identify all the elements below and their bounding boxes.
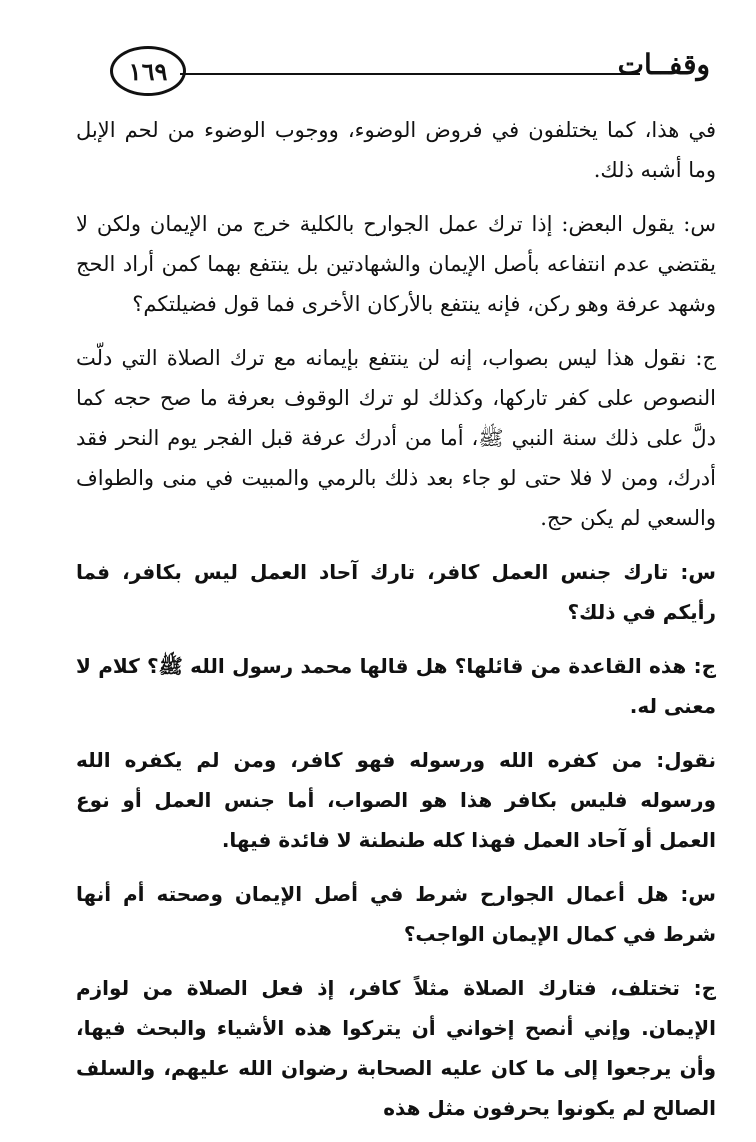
paragraph: نقول: من كفره الله ورسوله فهو كافر، ومن لم يكفره الله ورسوله فليس بكافر هذا هو الصواب، أما جنس العمل أو نوع العمل أو آحاد العمل فهذا كله طنطنة لا فائدة فيها. xyxy=(76,748,716,852)
header-rule xyxy=(180,73,640,75)
question-paragraph: س: يقول البعض: إذا ترك عمل الجوارح بالكلية خرج من الإيمان ولكن لا يقتضي عدم انتفاعه بأصل الإيمان والشهادتين بل ينتفع بهما كمن أراد الحج وشهد عرفة وهو ركن، فإنه ينتفع بالأركان الأخرى فما قول فضيلتكم؟ xyxy=(76,212,716,316)
page-number: ١٦٩ xyxy=(110,46,186,96)
page-header xyxy=(100,40,720,100)
answer-paragraph: ج: تختلف، فتارك الصلاة مثلاً كافر، إذ فعل الصلاة من لوازم الإيمان. وإني أنصح إخواني أن يتركوا هذه الأشياء والبحث فيها، وأن يرجعوا إلى ما كان عليه الصحابة رضوان الله عليهم، والسلف الصالح لم يكونوا يحرفون مثل هذه xyxy=(76,976,716,1120)
answer-paragraph: ج: نقول هذا ليس بصواب، إنه لن ينتفع بإيمانه مع ترك الصلاة التي دلّت النصوص على كفر تاركها، وكذلك لو ترك الوقوف بعرفة ما صح حجه كما دلَّ على ذلك سنة النبي ﷺ، أما من أدرك عرفة قبل الفجر يوم النحر فقد أدرك، ومن لا فلا حتى لو جاء بعد ذلك بالرمي والمبيت في منى والطواف والسعي لم يكن حج. xyxy=(76,346,716,530)
paragraph: في هذا، كما يختلفون في فروض الوضوء، ووجوب الوضوء من لحم الإبل وما أشبه ذلك. xyxy=(76,118,716,182)
page-body xyxy=(76,110,716,1142)
question-paragraph: س: تارك جنس العمل كافر، تارك آحاد العمل ليس بكافر، فما رأيكم في ذلك؟ xyxy=(76,560,716,624)
question-paragraph: س: هل أعمال الجوارح شرط في أصل الإيمان وصحته أم أنها شرط في كمال الإيمان الواجب؟ xyxy=(76,882,716,946)
running-title: وقفــات xyxy=(617,48,710,81)
answer-paragraph: ج: هذه القاعدة من قائلها؟ هل قالها محمد رسول الله ﷺ؟ كلام لا معنى له. xyxy=(76,654,716,718)
